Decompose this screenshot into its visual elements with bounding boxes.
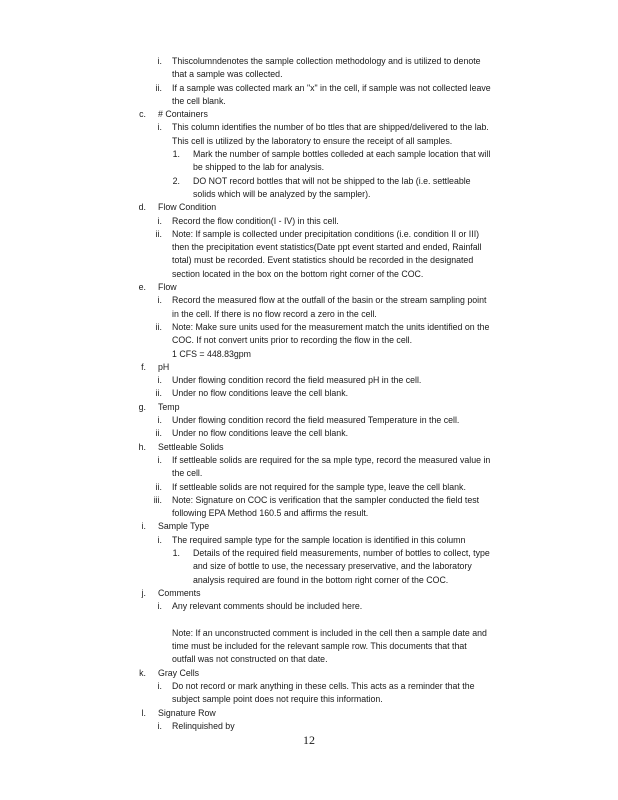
- line-text: Note: If sample is collected under precipitation conditions (i.e. condition II or III): [172, 228, 480, 239]
- line-text: be shipped to the lab for analysis.: [193, 162, 325, 173]
- line-text: the cell blank.: [172, 95, 226, 106]
- line-text: subject sample point does not require this information.: [172, 694, 383, 705]
- list-marker: h.: [138, 441, 146, 452]
- line-text: Any relevant comments should be included here.: [172, 601, 363, 612]
- line-text: Note: Signature on COC is verification that the sampler conducted the field test: [172, 494, 480, 505]
- list-marker: i.: [157, 601, 162, 612]
- text-line: [0, 720, 618, 733]
- text-line: [0, 707, 618, 720]
- line-text: the cell.: [172, 468, 203, 479]
- text-line: [0, 95, 618, 108]
- list-marker: ii.: [155, 321, 162, 332]
- list-marker: i.: [157, 375, 162, 386]
- line-text: total) must be recorded. Event statistics should be recorded in the designated: [172, 255, 474, 266]
- line-text: Record the measured flow at the outfall of the basin or the stream sampling point: [172, 295, 487, 306]
- line-text: Under flowing condition record the field measured pH in the cell.: [172, 375, 422, 386]
- text-line: [0, 82, 618, 95]
- list-marker: iii.: [153, 494, 162, 505]
- text-line: [0, 401, 618, 414]
- page-number: 12: [303, 733, 315, 747]
- text-line: [0, 627, 618, 640]
- text-line: [0, 175, 618, 188]
- list-marker: i.: [157, 680, 162, 691]
- text-line: [0, 640, 618, 653]
- text-line: [0, 613, 618, 626]
- line-text: time must be included for the relevant sample row. This documents that that: [172, 641, 467, 652]
- line-text: Note: Make sure units used for the measurement match the units identified on the: [172, 321, 490, 332]
- text-line: [0, 574, 618, 587]
- line-text: Note: If an unconstructed comment is included in the cell then a sample date and: [172, 627, 487, 638]
- list-marker: j.: [141, 587, 146, 598]
- line-text: Mark the number of sample bottles colleded at each sample location that will: [193, 149, 491, 160]
- list-marker: ii.: [155, 388, 162, 399]
- line-text: Record the flow condition(I - IV) in this cell.: [172, 215, 339, 226]
- text-line: [0, 454, 618, 467]
- list-marker: i.: [157, 215, 162, 226]
- document-body: [0, 55, 618, 733]
- list-marker: ii.: [155, 228, 162, 239]
- line-text: If a sample was collected mark an "x" in the cell, if sample was not collected leave: [172, 82, 491, 93]
- line-text: and size of bottle to use, the necessary preservative, and the laboratory: [193, 561, 472, 572]
- section-heading: # Containers: [158, 109, 208, 120]
- text-line: [0, 215, 618, 228]
- list-marker: g.: [138, 401, 146, 412]
- section-heading: Settleable Solids: [158, 441, 224, 452]
- text-line: [0, 321, 618, 334]
- text-line: [0, 188, 618, 201]
- text-line: [0, 135, 618, 148]
- text-line: [0, 348, 618, 361]
- line-text: in the cell. If there is no flow record a zero in the cell.: [172, 308, 377, 319]
- section-heading: Temp: [158, 401, 180, 412]
- line-text: Details of the required field measurements, number of bottles to collect, type: [193, 547, 490, 558]
- text-line: [0, 361, 618, 374]
- list-marker: k.: [139, 667, 146, 678]
- text-line: [0, 653, 618, 666]
- list-marker: e.: [138, 282, 146, 293]
- text-line: [0, 534, 618, 547]
- text-line: [0, 547, 618, 560]
- text-line: [0, 254, 618, 267]
- text-line: [0, 334, 618, 347]
- list-marker: l.: [141, 707, 146, 718]
- text-line: [0, 281, 618, 294]
- line-text: following EPA Method 160.5 and affirms the result.: [172, 508, 369, 519]
- list-marker: i.: [141, 521, 146, 532]
- list-marker: d.: [138, 202, 146, 213]
- text-line: [0, 161, 618, 174]
- list-marker: i.: [157, 454, 162, 465]
- line-text: Do not record or mark anything in these cells. This acts as a reminder that the: [172, 680, 475, 691]
- line-text: If settleable solids are required for the sa mple type, record the measured value in: [172, 454, 491, 465]
- text-line: [0, 201, 618, 214]
- text-line: [0, 507, 618, 520]
- line-text: Relinquished by: [172, 720, 235, 731]
- text-line: [0, 560, 618, 573]
- text-line: [0, 228, 618, 241]
- line-text: The required sample type for the sample location is identified in this column: [172, 534, 466, 545]
- line-text: that a sample was collected.: [172, 69, 283, 80]
- text-line: [0, 494, 618, 507]
- list-marker: 1.: [172, 149, 180, 160]
- list-marker: i.: [157, 720, 162, 731]
- line-text: 1 CFS = 448.83gpm: [172, 348, 251, 359]
- list-marker: i.: [157, 415, 162, 426]
- list-marker: 1.: [172, 547, 180, 558]
- text-line: [0, 693, 618, 706]
- text-line: [0, 374, 618, 387]
- list-marker: 2.: [172, 175, 180, 186]
- section-heading: pH: [158, 361, 170, 372]
- list-marker: i.: [157, 534, 162, 545]
- list-marker: i.: [157, 56, 162, 66]
- text-line: [0, 268, 618, 281]
- text-line: [0, 427, 618, 440]
- line-text: Under no flow conditions leave the cell blank.: [172, 388, 349, 399]
- text-line: [0, 68, 618, 81]
- section-heading: Gray Cells: [158, 667, 200, 678]
- text-line: [0, 467, 618, 480]
- line-text: Under no flow conditions leave the cell blank.: [172, 428, 349, 439]
- text-line: [0, 148, 618, 161]
- text-line: [0, 667, 618, 680]
- text-line: [0, 308, 618, 321]
- text-line: [0, 680, 618, 693]
- text-line: [0, 294, 618, 307]
- list-marker: i.: [157, 122, 162, 133]
- line-text: analysis required are found in the bottom right corner of the COC.: [193, 574, 449, 585]
- text-line: [0, 520, 618, 533]
- text-line: [0, 414, 618, 427]
- section-heading: Sample Type: [158, 521, 210, 532]
- list-marker: ii.: [155, 82, 162, 93]
- line-text: If settleable solids are not required for the sample type, leave the cell blank.: [172, 481, 466, 492]
- text-line: [0, 121, 618, 134]
- list-marker: ii.: [155, 481, 162, 492]
- section-heading: Flow: [158, 282, 177, 293]
- line-text: Thiscolumndenotes the sample collection methodology and is utilized to denote: [172, 56, 481, 66]
- section-heading: Comments: [158, 587, 201, 598]
- line-text: COC. If not convert units prior to recording the flow in the cell.: [172, 335, 413, 346]
- list-marker: f.: [141, 361, 146, 372]
- line-text: section located in the box on the bottom right corner of the COC.: [172, 268, 424, 279]
- text-line: [0, 441, 618, 454]
- line-text: This cell is utilized by the laboratory to ensure the receipt of all samples.: [172, 135, 453, 146]
- line-text: solids which will be analyzed by the sampler).: [193, 188, 371, 199]
- text-line: [0, 481, 618, 494]
- section-heading: Flow Condition: [158, 202, 217, 213]
- list-marker: ii.: [155, 428, 162, 439]
- line-text: This column identifies the number of bo ttles that are shipped/delivered to the lab.: [172, 122, 489, 133]
- section-heading: Signature Row: [158, 707, 216, 718]
- line-text: then the precipitation event statistics(Date ppt event started and ended, Rainfall: [172, 242, 482, 253]
- line-text: DO NOT record bottles that will not be shipped to the lab (i.e. settleable: [193, 175, 471, 186]
- text-line: [0, 241, 618, 254]
- text-line: [0, 587, 618, 600]
- line-text: outfall was not constructed on that date.: [172, 654, 328, 665]
- text-line: [0, 108, 618, 121]
- line-text: Under flowing condition record the field measured Temperature in the cell.: [172, 415, 460, 426]
- text-line: [0, 387, 618, 400]
- text-line: [0, 55, 618, 68]
- text-line: [0, 600, 618, 613]
- list-marker: i.: [157, 295, 162, 306]
- list-marker: c.: [139, 109, 146, 120]
